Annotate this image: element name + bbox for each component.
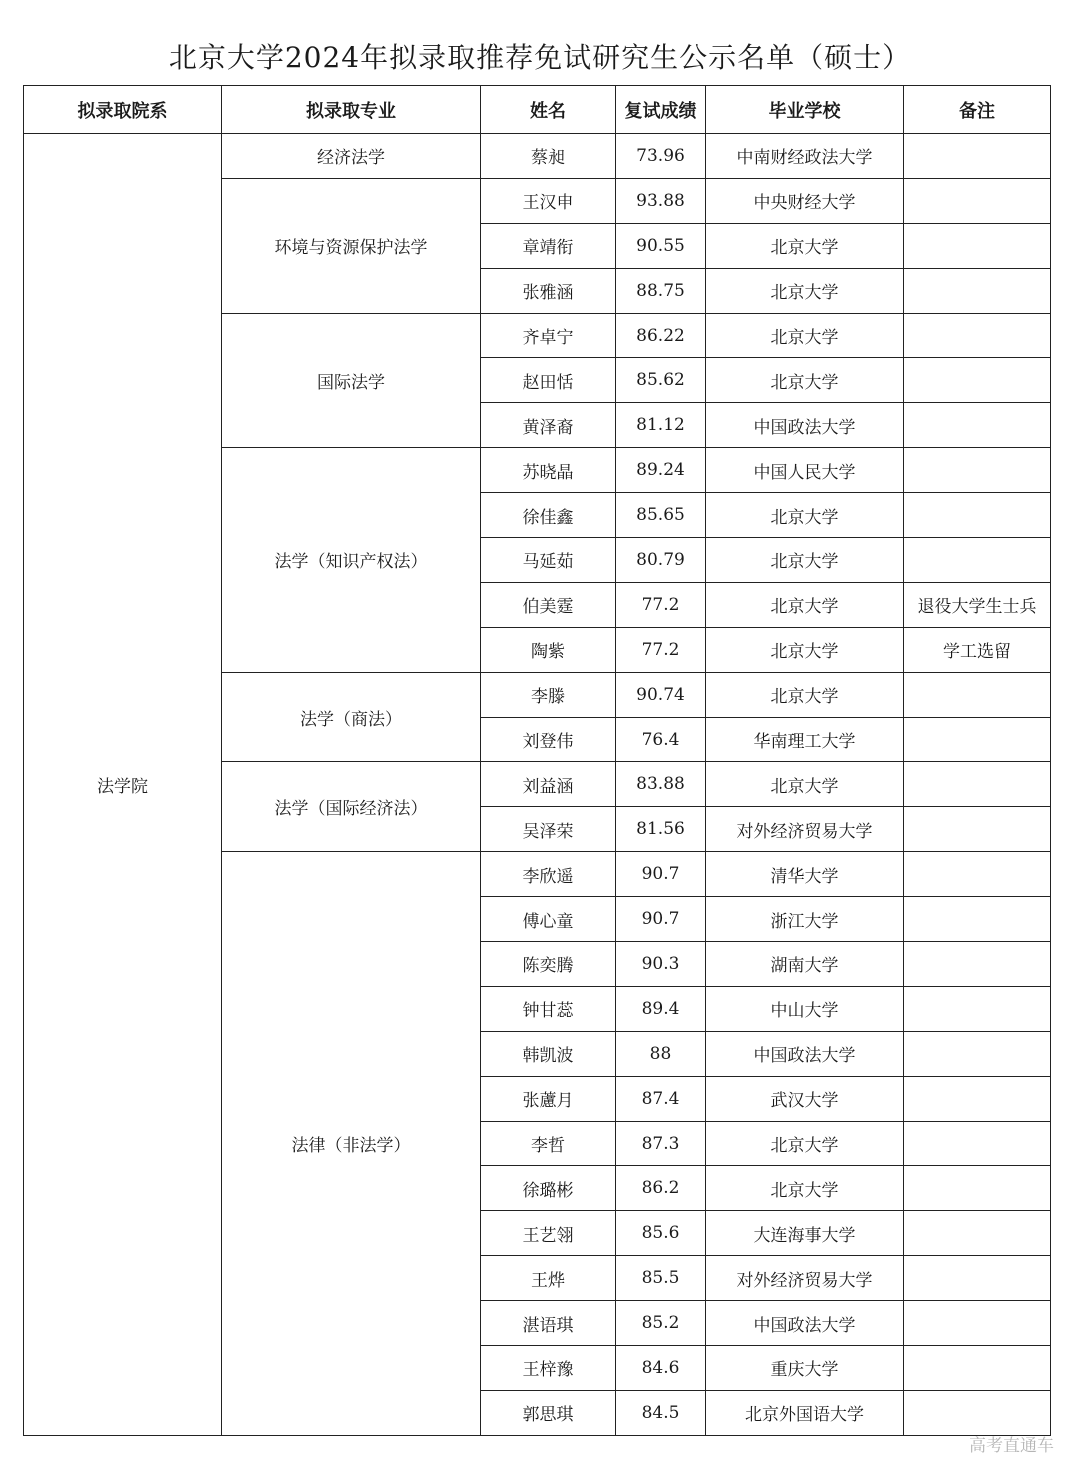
school-cell: 北京大学 <box>706 1166 904 1211</box>
note-cell <box>904 1390 1051 1435</box>
note-cell <box>904 852 1051 897</box>
note-cell <box>904 178 1051 223</box>
score-cell: 85.5 <box>616 1256 706 1301</box>
score-cell: 86.2 <box>616 1166 706 1211</box>
school-cell: 对外经济贸易大学 <box>706 1256 904 1301</box>
department-cell: 法学院 <box>24 134 222 1436</box>
score-cell: 84.5 <box>616 1390 706 1435</box>
school-cell: 北京大学 <box>706 223 904 268</box>
note-cell <box>904 268 1051 313</box>
name-cell: 吴泽荣 <box>481 807 616 852</box>
school-cell: 北京大学 <box>706 493 904 538</box>
note-cell <box>904 942 1051 987</box>
table-row <box>24 134 1051 179</box>
school-cell: 中国人民大学 <box>706 448 904 493</box>
name-cell: 李滕 <box>481 672 616 717</box>
name-cell: 郭思琪 <box>481 1390 616 1435</box>
note-cell <box>904 313 1051 358</box>
note-cell <box>904 1346 1051 1391</box>
score-cell: 77.2 <box>616 627 706 672</box>
school-cell: 北京外国语大学 <box>706 1390 904 1435</box>
school-cell: 大连海事大学 <box>706 1211 904 1256</box>
name-cell: 赵田恬 <box>481 358 616 403</box>
score-cell: 85.6 <box>616 1211 706 1256</box>
document-title: 北京大学2024年拟录取推荐免试研究生公示名单（硕士） <box>168 41 912 74</box>
major-cell: 法学（商法） <box>222 672 481 762</box>
name-cell: 刘登伟 <box>481 717 616 762</box>
score-cell: 85.65 <box>616 493 706 538</box>
note-cell <box>904 493 1051 538</box>
note-cell <box>904 448 1051 493</box>
note-cell <box>904 1076 1051 1121</box>
major-cell: 环境与资源保护法学 <box>222 178 481 313</box>
watermark: 高考直通车 <box>969 1436 1054 1456</box>
name-cell: 韩凯波 <box>481 1031 616 1076</box>
name-cell: 陈奕腾 <box>481 942 616 987</box>
school-cell: 北京大学 <box>706 762 904 807</box>
school-cell: 湖南大学 <box>706 942 904 987</box>
score-cell: 88.75 <box>616 268 706 313</box>
name-cell: 陶紫 <box>481 627 616 672</box>
note-cell <box>904 1256 1051 1301</box>
name-cell: 傅心童 <box>481 897 616 942</box>
score-cell: 80.79 <box>616 538 706 583</box>
school-cell: 中山大学 <box>706 986 904 1031</box>
school-cell: 北京大学 <box>706 538 904 583</box>
score-cell: 85.62 <box>616 358 706 403</box>
school-cell: 武汉大学 <box>706 1076 904 1121</box>
score-cell: 84.6 <box>616 1346 706 1391</box>
score-cell: 88 <box>616 1031 706 1076</box>
name-cell: 章靖衔 <box>481 223 616 268</box>
score-cell: 83.88 <box>616 762 706 807</box>
note-cell <box>904 807 1051 852</box>
major-cell: 法学（知识产权法） <box>222 448 481 672</box>
school-cell: 华南理工大学 <box>706 717 904 762</box>
school-cell: 北京大学 <box>706 268 904 313</box>
name-cell: 湛语琪 <box>481 1301 616 1346</box>
school-cell: 中国政法大学 <box>706 403 904 448</box>
table-header-row <box>24 86 1051 134</box>
school-cell: 北京大学 <box>706 582 904 627</box>
name-cell: 黄泽裔 <box>481 403 616 448</box>
name-cell: 张雅涵 <box>481 268 616 313</box>
score-cell: 90.55 <box>616 223 706 268</box>
school-cell: 中南财经政法大学 <box>706 134 904 179</box>
name-cell: 钟甘蕊 <box>481 986 616 1031</box>
note-cell <box>904 358 1051 403</box>
note-cell <box>904 134 1051 179</box>
major-cell: 国际法学 <box>222 313 481 448</box>
note-cell <box>904 1166 1051 1211</box>
score-cell: 87.3 <box>616 1121 706 1166</box>
score-cell: 90.74 <box>616 672 706 717</box>
header-note: 备注 <box>904 86 1051 134</box>
school-cell: 北京大学 <box>706 672 904 717</box>
note-cell <box>904 1121 1051 1166</box>
score-cell: 73.96 <box>616 134 706 179</box>
note-cell <box>904 762 1051 807</box>
score-cell: 81.12 <box>616 403 706 448</box>
school-cell: 浙江大学 <box>706 897 904 942</box>
note-cell <box>904 986 1051 1031</box>
name-cell: 李欣遥 <box>481 852 616 897</box>
score-cell: 89.24 <box>616 448 706 493</box>
school-cell: 中国政法大学 <box>706 1031 904 1076</box>
name-cell: 王汉申 <box>481 178 616 223</box>
note-cell <box>904 1301 1051 1346</box>
header-major: 拟录取专业 <box>222 86 481 134</box>
header-school: 毕业学校 <box>706 86 904 134</box>
name-cell: 徐佳鑫 <box>481 493 616 538</box>
score-cell: 77.2 <box>616 582 706 627</box>
note-cell <box>904 897 1051 942</box>
header-dept: 拟录取院系 <box>24 86 222 134</box>
note-cell <box>904 1211 1051 1256</box>
name-cell: 王艺翎 <box>481 1211 616 1256</box>
note-cell <box>904 538 1051 583</box>
school-cell: 对外经济贸易大学 <box>706 807 904 852</box>
name-cell: 张藘月 <box>481 1076 616 1121</box>
score-cell: 90.7 <box>616 897 706 942</box>
name-cell: 蔡昶 <box>481 134 616 179</box>
score-cell: 90.3 <box>616 942 706 987</box>
school-cell: 北京大学 <box>706 627 904 672</box>
name-cell: 王烨 <box>481 1256 616 1301</box>
name-cell: 徐璐彬 <box>481 1166 616 1211</box>
table-body <box>24 134 1051 1436</box>
score-cell: 85.2 <box>616 1301 706 1346</box>
name-cell: 王梓豫 <box>481 1346 616 1391</box>
score-cell: 93.88 <box>616 178 706 223</box>
header-name: 姓名 <box>481 86 616 134</box>
note-cell <box>904 672 1051 717</box>
header-score: 复试成绩 <box>616 86 706 134</box>
school-cell: 中国政法大学 <box>706 1301 904 1346</box>
major-cell: 法学（国际经济法） <box>222 762 481 852</box>
score-cell: 87.4 <box>616 1076 706 1121</box>
school-cell: 清华大学 <box>706 852 904 897</box>
name-cell: 刘益涵 <box>481 762 616 807</box>
name-cell: 马延茹 <box>481 538 616 583</box>
score-cell: 86.22 <box>616 313 706 358</box>
note-cell: 退役大学生士兵 <box>904 582 1051 627</box>
school-cell: 北京大学 <box>706 313 904 358</box>
note-cell: 学工选留 <box>904 627 1051 672</box>
school-cell: 中央财经大学 <box>706 178 904 223</box>
score-cell: 90.7 <box>616 852 706 897</box>
note-cell <box>904 1031 1051 1076</box>
major-cell: 经济法学 <box>222 134 481 179</box>
note-cell <box>904 223 1051 268</box>
name-cell: 李哲 <box>481 1121 616 1166</box>
name-cell: 苏晓晶 <box>481 448 616 493</box>
school-cell: 北京大学 <box>706 1121 904 1166</box>
note-cell <box>904 717 1051 762</box>
school-cell: 北京大学 <box>706 358 904 403</box>
score-cell: 89.4 <box>616 986 706 1031</box>
score-cell: 81.56 <box>616 807 706 852</box>
name-cell: 伯美霆 <box>481 582 616 627</box>
admission-table <box>23 85 1051 1436</box>
name-cell: 齐卓宁 <box>481 313 616 358</box>
score-cell: 76.4 <box>616 717 706 762</box>
major-cell: 法律（非法学） <box>222 852 481 1436</box>
note-cell <box>904 403 1051 448</box>
school-cell: 重庆大学 <box>706 1346 904 1391</box>
